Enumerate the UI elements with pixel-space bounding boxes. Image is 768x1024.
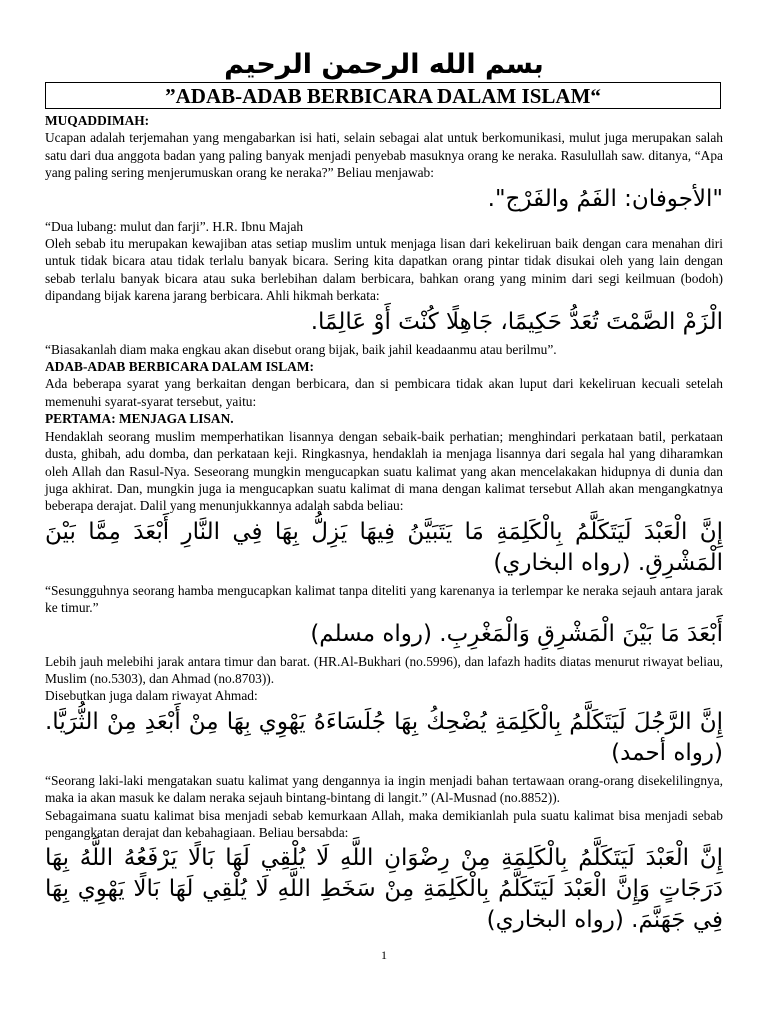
arabic-quote-ajwafan: "الأجوفان: الفَمُ والفَرْج". — [487, 185, 723, 212]
arabic-hadith-muslim: أَبْعَدَ مَا بَيْنَ الْمَشْرِقِ وَالْمَغْرِبِ. (رواه مسلم) — [310, 620, 723, 647]
paragraph-translation-ajwafan: “Dua lubang: mulut dan farji”. H.R. Ibnu Majah — [45, 218, 304, 234]
arabic-hadith-bukhari: إِنَّ الْعَبْدَ لَيَتَكَلَّمُ بِالْكَلِمَةِ مَا يَتَبَيَّنُ فِيهَا يَزِلُّ بِهَا فِي النَّارِ أَبْعَدَ مِمَّا بَيْنَ الْمَشْرِقِ. (رواه البخاري) — [45, 518, 723, 576]
bismillah-heading: بسم الله الرحمن الرحيم — [224, 49, 544, 80]
paragraph-translation-bukhari: “Sesungguhnya seorang hamba mengucapkan kalimat tanpa diteliti yang karenanya ia terlempar ke neraka sejauh antara jarak ke timur.” — [45, 582, 723, 616]
paragraph-translation-ahmad: “Seorang laki-laki mengatakan suatu kalimat yang dengannya ia ingin menjadi bahan tertawaan orang-orang disekelilingnya, maka ia akan masuk ke dalam neraka sejauh bintang-bintang di langit.” (Al-Musnad (no.8852)). — [45, 772, 723, 806]
paragraph-intro: Ucapan adalah terjemahan yang mengabarkan isi hati, selain sebagai alat untuk berkomunikasi, mulut juga merupakan salah satu dari dua anggota badan yang paling banyak menjadi penyebab masuknya orang ke neraka. Rasulullah saw. ditanya, “Apa yang paling sering menjerumuskan orang ke neraka?” Beliau menjawab: — [45, 130, 723, 181]
paragraph-conditions: Ada beberapa syarat yang berkaitan dengan berbicara, dan si pembicara tidak akan luput dari kekeliruan kecuali setelah memenuhi syarat-syarat tersebut, yaitu: — [45, 376, 723, 409]
paragraph-references: Lebih jauh melebihi jarak antara timur dan barat. (HR.Al-Bukhari (no.5996), dan lafazh hadits diatas menurut riwayat beliau, Muslim (no.5303), dan Ahmad (no.8703)). — [45, 653, 723, 686]
arabic-hadith-ridwan: إِنَّ الْعَبْدَ لَيَتَكَلَّمُ بِالْكَلِمَةِ مِنْ رِضْوَانِ اللَّهِ لَا يُلْقِي لَهَا بَالًا يَرْفَعُهُ اللَّهُ بِهَا دَرَجَاتٍ وَإِنَّ الْعَبْدَ لَيَتَكَلَّمُ بِالْكَلِمَةِ مِنْ سَخَطِ اللَّهِ لَا يُلْقِي لَهَا بَالًا يَهْوِي بِهَا فِي جَهَنَّمَ. (رواه البخاري) — [45, 845, 723, 934]
document-title: ”ADAB-ADAB BERBICARA DALAM ISLAM“ — [45, 82, 721, 109]
adab-heading: ADAB-ADAB BERBICARA DALAM ISLAM: — [45, 359, 314, 375]
paragraph-elevation: Sebagaimana suatu kalimat bisa menjadi sebab kemurkaan Allah, maka demikianlah pula suatu kalimat bisa menjadi sebab pengangkatan derajat dan kebahagiaan. Beliau bersabda: — [45, 807, 723, 840]
paragraph-obligation: Oleh sebab itu merupakan kewajiban atas setiap muslim untuk menjaga lisan dari kekeliruan baik dengan cara menahan diri untuk tidak bicara atau tidak terlalu banyak bicara. Sering kita dapatkan orang pintar tidak disukai oleh yang lain dengan sebab terlalu banyak bicara atau suka berlebihan dalam berbicara, bahkan orang yang minim dari segi keilmuan (bodoh) dipandang bijak karena jarang berbicara. Ahli hikmah berkata: — [45, 236, 723, 304]
arabic-quote-silence: الْزَمْ الصَّمْتَ تُعَدُّ حَكِيمًا، جَاهِلًا كُنْتَ أَوْ عَالِمًا. — [310, 308, 723, 335]
paragraph-ahmad-intro: Disebutkan juga dalam riwayat Ahmad: — [45, 688, 258, 704]
page-number: 1 — [381, 948, 387, 962]
pertama-heading: PERTAMA: MENJAGA LISAN. — [45, 411, 234, 427]
paragraph-translation-silence: “Biasakanlah diam maka engkau akan disebut orang bijak, baik jahil keadaanmu atau berilmu”. — [45, 341, 557, 357]
document-body — [45, 112, 723, 939]
paragraph-guard-tongue: Hendaklah seorang muslim memperhatikan lisannya dengan sebaik-baik perhatian; menghindari perkataan batil, perkataan dusta, ghibah, adu domba, dan perkataan keji. Ringkasnya, hendaklah ia menjaga lisannya dari segala hal yang diharamkan oleh Allah dan Rasul-Nya. Seseorang mungkin mengucapkan suatu kalimat yang akan mencelakakan hidupnya di dunia dan juga akhirat. Dan, mungkin juga ia mengucapkan suatu kalimat di mana dengan kalimat tersebut Allah akan mengangkatnya beberapa derajat. Dalil yang menunjukkannya adalah sabda beliau: — [45, 428, 723, 514]
arabic-hadith-ahmad: إِنَّ الرَّجُلَ لَيَتَكَلَّمُ بِالْكَلِمَةِ يُضْحِكُ بِهَا جُلَسَاءَهُ يَهْوِي بِهَا مِنْ أَبْعَدِ مِنْ الثُّرَيَّا. (رواه أحمد) — [45, 708, 723, 766]
muqaddimah-heading: MUQADDIMAH: — [45, 113, 150, 128]
